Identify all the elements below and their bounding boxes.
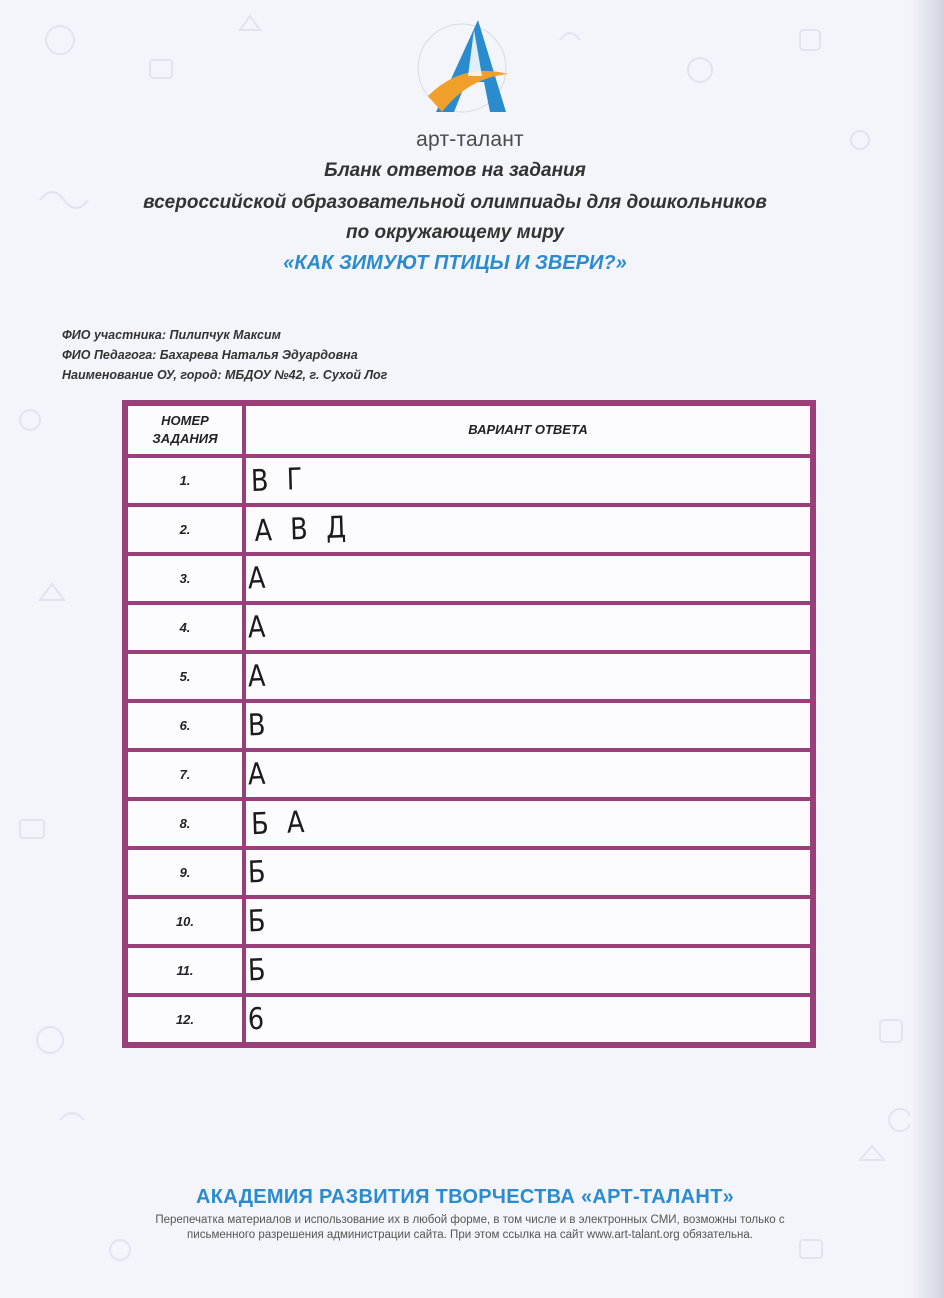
handwritten-answer[interactable] [244,456,812,505]
answer-text: 6 [247,1001,270,1038]
answers-table-body [126,456,812,1044]
handwritten-answer[interactable] [244,897,812,946]
handwritten-answer[interactable] [244,995,812,1044]
logo-wordmark: арт-талант [416,128,524,151]
participant-name: ФИО участника: Пилипчук Максим [62,328,281,342]
task-number: 2. [126,505,244,554]
table-row [126,603,812,652]
answer-text: В Г [250,461,308,500]
footer-copyright-note [80,1213,860,1243]
handwritten-answer[interactable] [244,652,812,701]
handwritten-answer[interactable] [244,701,812,750]
task-number: 9. [126,848,244,897]
answer-text: Б [247,854,272,891]
task-number: 7. [126,750,244,799]
table-row [126,554,812,603]
institution-name: Наименование ОУ, город: МБДОУ №42, г. Сухой Лог [62,368,388,382]
answer-text: Б [247,952,272,989]
handwritten-answer[interactable] [244,946,812,995]
answer-text: В [247,707,272,744]
answers-table [122,400,816,1048]
answer-text: А [247,560,272,597]
task-number: 11. [126,946,244,995]
task-number: 4. [126,603,244,652]
answer-text: Б [247,903,272,940]
answer-text: А В Д [254,510,352,549]
table-row [126,995,812,1044]
column-header-number: НОМЕР ЗАДАНИЯ [126,404,244,456]
footer-note-line-2: письменного разрешения администрации сайта. При этом ссылка на сайт www.art-talant.org обязательна. [187,1229,753,1241]
handwritten-answer[interactable] [244,554,812,603]
table-row [126,897,812,946]
table-row [126,456,812,505]
table-header-row [126,404,812,456]
column-header-answer: ВАРИАНТ ОТВЕТА [244,404,812,456]
handwritten-answer[interactable] [244,505,812,554]
table-row [126,505,812,554]
form-title: Бланк ответов на задания [324,160,586,181]
handwritten-answer[interactable] [244,603,812,652]
task-number: 6. [126,701,244,750]
task-number: 8. [126,799,244,848]
footer-organization: АКАДЕМИЯ РАЗВИТИЯ ТВОРЧЕСТВА «АРТ-ТАЛАНТ» [195,1186,735,1208]
table-row [126,652,812,701]
task-number: 5. [126,652,244,701]
olympiad-name: «КАК ЗИМУЮТ ПТИЦЫ И ЗВЕРИ?» [283,252,627,274]
handwritten-answer[interactable] [244,750,812,799]
task-number: 3. [126,554,244,603]
page-edge-shadow [910,0,944,1298]
table-row [126,946,812,995]
footer-note-line-1: Перепечатка материалов и использование их в любой форме, в том числе и в электронных СМИ, возможны только с [155,1214,785,1226]
form-subtitle: всероссийской образовательной олимпиады для дошкольников [143,192,767,213]
task-number: 12. [126,995,244,1044]
art-talant-logo-icon [408,12,516,120]
table-row [126,750,812,799]
task-number: 1. [126,456,244,505]
answer-text: Б А [250,804,310,843]
handwritten-answer[interactable] [244,848,812,897]
table-row [126,701,812,750]
answer-text: А [247,609,272,646]
table-row [126,799,812,848]
answer-text: А [247,756,272,793]
handwritten-answer[interactable] [244,799,812,848]
teacher-name: ФИО Педагога: Бахарева Наталья Эдуардовна [62,348,358,362]
form-subject: по окружающему миру [346,222,564,243]
task-number: 10. [126,897,244,946]
table-row [126,848,812,897]
answer-text: А [247,658,272,695]
